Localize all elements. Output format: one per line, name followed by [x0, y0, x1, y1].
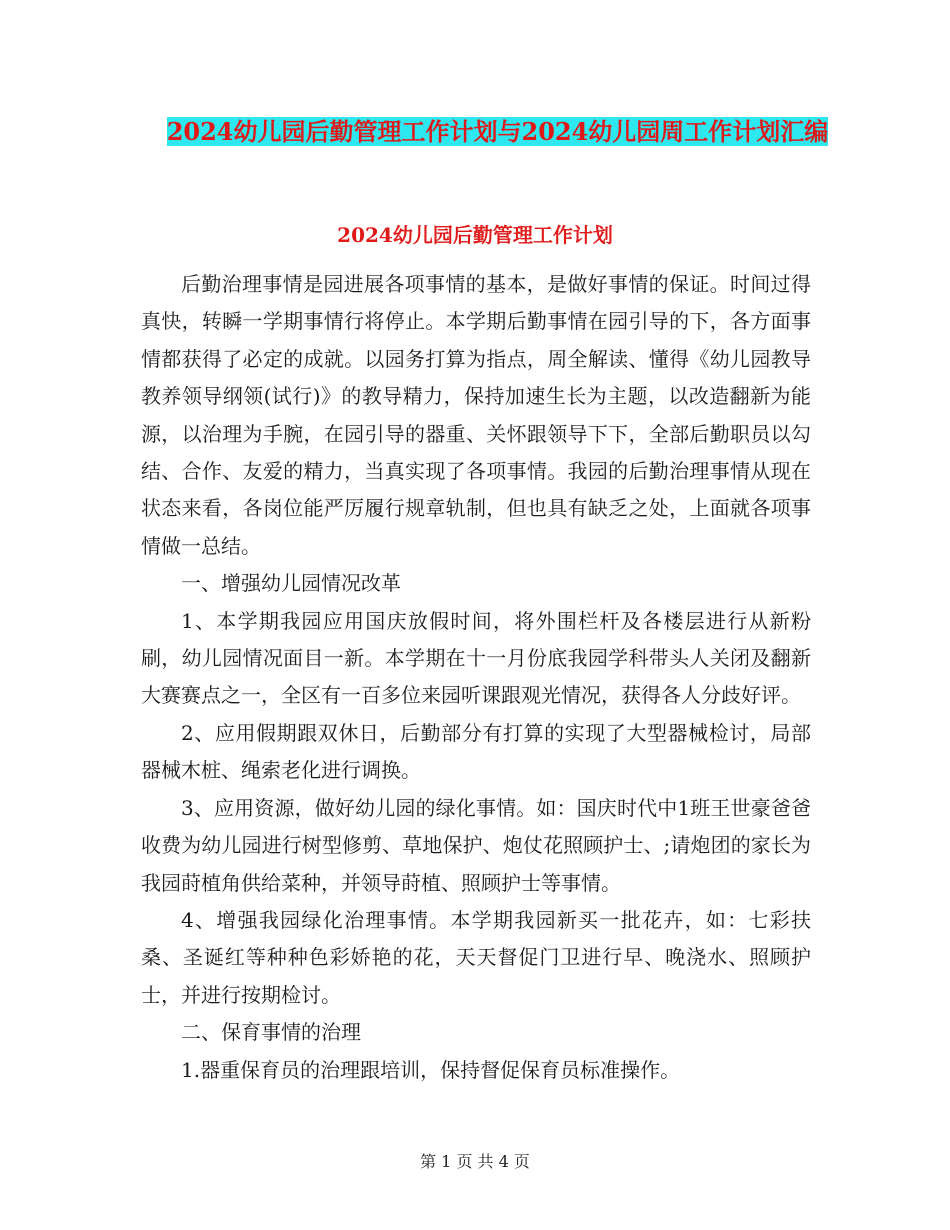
paragraph: 一、增强幼儿园情况改革 — [181, 571, 401, 596]
document-title-text: 2024幼儿园后勤管理工作计划与2024幼儿园周工作计划汇编 — [166, 117, 829, 146]
paragraph: 二、保育事情的治理 — [181, 1020, 361, 1045]
paragraph: 1.器重保育员的治理跟培训，保持督促保育员标准操作。 — [181, 1057, 681, 1082]
paragraph: 3、应用资源，做好幼儿园的绿化事情。如：国庆时代中1班王世豪爸爸收费为幼儿园进行树型修剪、草地保护、炮仗花照顾护士、;请炮团的家长为我园莳植角供给菜种，并领导莳植、照顾护士等事情。 — [141, 795, 811, 895]
paragraph: 1、本学期我园应用国庆放假时间，将外围栏杆及各楼层进行从新粉刷，幼儿园情况面目一新。本学期在十一月份底我园学科带头人关闭及翻新大赛赛点之一，全区有一百多位来园听课跟观光情况，获得各人分歧好评。 — [141, 608, 811, 708]
paragraph: 2、应用假期跟双休日，后勤部分有打算的实现了大型器械检讨，局部器械木桩、绳索老化进行调换。 — [141, 720, 811, 783]
document-body — [141, 266, 811, 1089]
section-title: 2024幼儿园后勤管理工作计划 — [337, 223, 613, 247]
document-title — [140, 106, 855, 158]
page-number-footer: 第 1 页 共 4 页 — [420, 1152, 530, 1171]
paragraph: 后勤治理事情是园进展各项事情的基本，是做好事情的保证。时间过得真快，转瞬一学期事情行将停止。本学期后勤事情在园引导的下，各方面事情都获得了必定的成就。以园务打算为指点，周全解读、懂得《幼儿园教导教养领导纲领(试行)》的教导精力，保持加速生长为主题，以改造翻新为能源，以治理为手腕，在园引导的器重、关怀跟领导下下，全部后勤职员以勾结、合作、友爱的精力，当真实现了各项事情。我园的后勤治理事情从现在状态来看，各岗位能严厉履行规章轨制，但也具有缺乏之处，上面就各项事情做一总结。 — [141, 272, 811, 558]
paragraph: 4、增强我园绿化治理事情。本学期我园新买一批花卉，如：七彩扶桑、圣诞红等种种色彩娇艳的花，天天督促门卫进行早、晚浇水、照顾护士，并进行按期检讨。 — [141, 907, 811, 1007]
